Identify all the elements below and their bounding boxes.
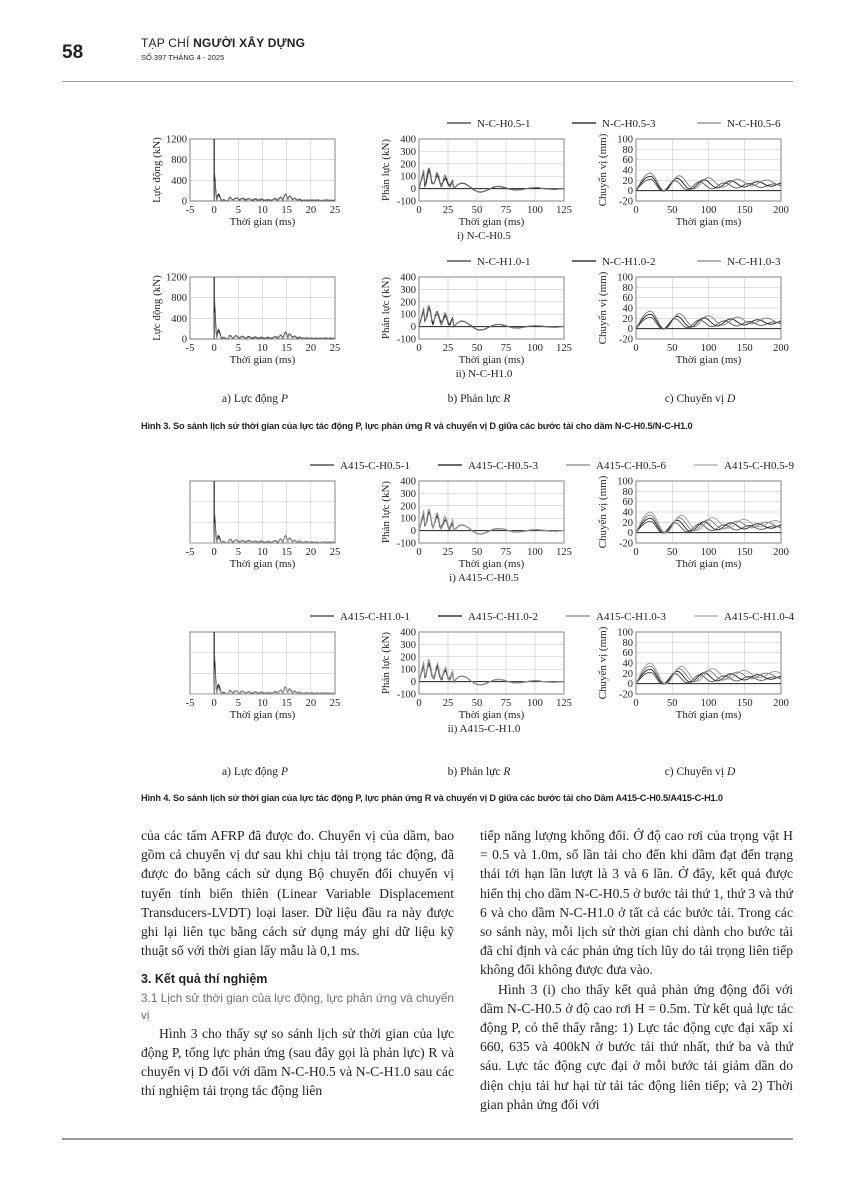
x-tick-label: 100: [700, 547, 717, 558]
x-tick-label: 200: [773, 698, 789, 709]
y-tick-label: 40: [622, 165, 633, 177]
y-axis-label: Chuyển vị (mm): [597, 626, 609, 700]
x-axis-label: Thời gian (ms): [458, 558, 525, 570]
y-tick-label: 200: [400, 652, 416, 664]
x-tick-label: 25: [329, 698, 341, 709]
y-axis-label: Phản lực (kN): [380, 631, 392, 695]
legend-entry: A415-C-H0.5-1: [340, 460, 410, 472]
x-axis-label: Thời gian (ms): [229, 354, 296, 366]
x-tick-label: -5: [185, 205, 195, 216]
y-tick-label: 300: [400, 488, 416, 500]
y-tick-label: 20: [622, 517, 633, 529]
x-tick-label: 75: [500, 547, 512, 558]
figure-3-caption: Hình 3. So sánh lịch sử thời gian của lực tác động P, lực phản ứng R và chuyển vị D giữa các bước tải cho dầm N-C-H0.5/N-C-H1.0: [141, 421, 693, 431]
x-axis-label: Thời gian (ms): [458, 216, 525, 228]
legend-entry: N-C-H0.5-3: [602, 118, 656, 130]
y-tick-label: 800: [171, 293, 187, 305]
x-axis-label: Thời gian (ms): [229, 709, 296, 721]
x-axis-label: Thời gian (ms): [675, 354, 742, 366]
y-axis-label: Lực động (kN): [151, 137, 163, 203]
y-tick-label: 400: [400, 476, 416, 488]
subsection-heading: 3.1 Lịch sử thời gian của lực động, lực phản ứng và chuyển vị: [141, 990, 454, 1022]
legend-entry: A415-C-H1.0-1: [340, 611, 410, 623]
figure-4: [186, 460, 795, 778]
y-tick-label: 100: [617, 476, 633, 488]
y-tick-label: 100: [400, 309, 416, 321]
x-tick-label: 5: [235, 205, 241, 216]
x-tick-label: 25: [329, 547, 341, 558]
y-tick-label: 200: [400, 159, 416, 171]
y-tick-label: 60: [622, 648, 633, 660]
y-tick-label: -20: [619, 334, 633, 346]
subfigure-label: b) Phản lực R: [447, 766, 511, 778]
y-tick-label: 400: [171, 313, 187, 325]
x-tick-label: 125: [556, 205, 572, 216]
x-axis-label: Thời gian (ms): [458, 709, 525, 721]
journal-title: TẠP CHÍ NGƯỜI XÂY DỰNG: [141, 36, 306, 50]
x-tick-label: 50: [471, 343, 483, 354]
x-axis-label: Thời gian (ms): [675, 216, 742, 228]
subfigure-label: c) Chuyển vị D: [664, 766, 736, 778]
x-tick-label: 125: [556, 698, 572, 709]
x-tick-label: 25: [329, 343, 341, 354]
row-label: i) A415-C-H0.5: [449, 572, 519, 584]
y-tick-label: 400: [400, 272, 416, 284]
figure-4-caption: Hình 4. So sánh lịch sử thời gian của lực tác động P, lực phản ứng R và chuyển vị D giữa các bước tải cho Dầm A415-C-H0.5/A415-C-H1.0: [141, 793, 723, 803]
x-tick-label: 0: [416, 343, 422, 354]
y-tick-label: 20: [622, 668, 633, 680]
x-axis-label: Thời gian (ms): [675, 709, 742, 721]
y-tick-label: 0: [627, 679, 633, 691]
y-tick-label: 40: [622, 303, 633, 315]
x-tick-label: 5: [235, 547, 241, 558]
legend-entry: A415-C-H1.0-2: [468, 611, 538, 623]
x-tick-label: 50: [471, 698, 483, 709]
paragraph: tiếp năng lượng không đổi. Ở độ cao rơi của trọng vật H = 0.5 và 1.0m, số lần tải cho đến khi dầm đạt đến trạng thái tới hạn lần lượt là 3 và 6 lần. Ở đây, kết quả được hiển thị cho dầm N-C-H0.5 ở bước tải thứ 1, thứ 3 và thứ 6 và cho dầm N-C-H1.0 ở tất cả các bước tải. Trong các so sánh này, mỗi lịch sử thời gian chỉ dành cho bước tải đã chỉ định và các phản ứng tích lũy do tải trọng liên tiếp không đổi không được đưa vào.: [480, 828, 793, 978]
y-tick-label: 0: [410, 184, 416, 196]
x-tick-label: -5: [185, 547, 195, 558]
y-tick-label: 100: [400, 513, 416, 525]
legend-entry: N-C-H0.5-6: [727, 118, 781, 130]
legend-entry: N-C-H1.0-2: [602, 256, 656, 268]
y-tick-label: 80: [622, 282, 633, 294]
paragraph: của các tấm AFRP đã được đo. Chuyển vị của dầm, bao gồm cả chuyển vị dư sau khi chịu tải trọng tác động, đã được đo bằng cách sử dụng Bộ chuyển đổi chuyển vị tuyến tính biến thiên (Linear Variable Displacement Transducers-LVDT) loại laser. Dữ liệu đầu ra này được ghi lại liên tục bằng cách sử dụng máy ghi dữ liệu kỹ thuật số với thời gian lấy mẫu là 0,1 ms.: [141, 828, 454, 959]
x-tick-label: 15: [281, 205, 292, 216]
x-tick-label: 0: [416, 547, 422, 558]
legend-entry: A415-C-H0.5-3: [468, 460, 538, 472]
x-tick-label: 50: [667, 205, 678, 216]
x-tick-label: 15: [281, 698, 292, 709]
row-label: ii) A415-C-H1.0: [447, 723, 521, 735]
row-label: i) N-C-H0.5: [457, 230, 511, 242]
x-axis-label: Thời gian (ms): [675, 558, 742, 570]
y-tick-label: 60: [622, 497, 633, 509]
y-tick-label: 1200: [166, 134, 187, 146]
x-tick-label: 25: [329, 205, 341, 216]
y-axis-label: Lực động (kN): [151, 275, 163, 341]
y-tick-label: 0: [627, 324, 633, 336]
y-tick-label: 0: [410, 526, 416, 538]
x-tick-label: 150: [736, 343, 753, 354]
x-tick-label: 100: [527, 343, 543, 354]
paragraph: Hình 3 (i) cho thấy kết quả phản ứng động đối với dầm N-C-H0.5 ở độ cao rơi H = 0.5m. Từ kết quả lực tác động P, có thể thấy rằng: 1) Lực tác động cực đại xấp xỉ 660, 635 và 400kN ở bước tải thứ nhất, thứ ba và thứ sáu. Lực tác động cực đại ở mỗi bước tải giảm dần do diện chịu tải hư hại từ tải tác động liên tiếp; và 2) Thời gian phản ứng đối với: [480, 981, 793, 1112]
y-tick-label: -20: [619, 538, 633, 550]
x-tick-label: 50: [667, 343, 678, 354]
x-tick-label: 200: [773, 205, 789, 216]
x-tick-label: 25: [442, 547, 454, 558]
y-tick-label: -100: [396, 689, 416, 701]
x-tick-label: 10: [257, 547, 268, 558]
x-tick-label: 0: [211, 547, 217, 558]
y-axis-label: Phản lực (kN): [380, 276, 392, 340]
y-tick-label: 400: [400, 627, 416, 639]
x-tick-label: 100: [527, 698, 543, 709]
x-tick-label: 50: [471, 205, 483, 216]
y-tick-label: 100: [617, 272, 633, 284]
x-tick-label: -5: [185, 343, 195, 354]
x-tick-label: 100: [527, 205, 543, 216]
x-tick-label: 0: [633, 547, 639, 558]
footer-rule: [62, 1138, 793, 1140]
x-tick-label: 0: [416, 205, 422, 216]
x-tick-label: 50: [667, 547, 678, 558]
x-axis-label: Thời gian (ms): [229, 558, 296, 570]
x-axis-label: Thời gian (ms): [458, 354, 525, 366]
y-tick-label: 80: [622, 637, 633, 649]
x-tick-label: 25: [442, 698, 454, 709]
y-tick-label: 400: [400, 134, 416, 146]
x-axis-label: Thời gian (ms): [229, 216, 296, 228]
x-tick-label: 20: [305, 205, 317, 216]
legend-entry: A415-C-H1.0-3: [596, 611, 666, 623]
x-tick-label: 0: [633, 205, 639, 216]
subfigure-label: b) Phản lực R: [447, 393, 511, 405]
legend-entry: N-C-H1.0-3: [727, 256, 781, 268]
body-column-right: [480, 826, 793, 1114]
y-tick-label: 80: [622, 144, 633, 156]
subfigure-label: c) Chuyển vị D: [664, 393, 736, 405]
section-heading: 3. Kết quả thí nghiệm: [141, 972, 268, 987]
y-tick-label: 60: [622, 155, 633, 167]
x-tick-label: 150: [736, 205, 753, 216]
y-tick-label: 1200: [166, 272, 187, 284]
y-tick-label: 400: [171, 175, 187, 187]
y-tick-label: 100: [400, 664, 416, 676]
y-tick-label: 40: [622, 507, 633, 519]
y-tick-label: -100: [396, 538, 416, 550]
row-label: ii) N-C-H1.0: [455, 368, 513, 380]
x-tick-label: 10: [257, 343, 268, 354]
legend-entry: A415-C-H0.5-9: [724, 460, 794, 472]
x-tick-label: 100: [700, 698, 717, 709]
x-tick-label: 0: [416, 698, 422, 709]
subfigure-label: a) Lực động P: [222, 393, 288, 405]
y-tick-label: 800: [171, 155, 187, 167]
x-tick-label: 75: [500, 698, 512, 709]
y-tick-label: 300: [400, 639, 416, 651]
x-tick-label: 125: [556, 547, 572, 558]
y-axis-label: Chuyển vị (mm): [597, 475, 609, 549]
x-tick-label: 0: [211, 343, 217, 354]
x-tick-label: 100: [527, 547, 543, 558]
legend-entry: N-C-H0.5-1: [477, 118, 531, 130]
y-tick-label: -20: [619, 689, 633, 701]
page-number: 58: [62, 42, 84, 63]
x-tick-label: 15: [281, 547, 292, 558]
y-tick-label: 0: [627, 186, 633, 198]
y-tick-label: -100: [396, 196, 416, 208]
figure-3: [151, 118, 789, 405]
x-tick-label: 75: [500, 343, 512, 354]
y-axis-label: Chuyển vị (mm): [597, 133, 609, 207]
y-tick-label: 100: [617, 134, 633, 146]
y-tick-label: 100: [400, 171, 416, 183]
x-tick-label: 50: [667, 698, 678, 709]
x-tick-label: 150: [736, 547, 753, 558]
journal-name: NGƯỜI XÂY DỰNG: [193, 36, 306, 50]
body-column-left: [141, 826, 454, 1100]
y-tick-label: 100: [617, 627, 633, 639]
y-tick-label: 0: [627, 528, 633, 540]
y-tick-label: 0: [181, 334, 187, 346]
y-axis-label: Phản lực (kN): [380, 480, 392, 544]
x-tick-label: 15: [281, 343, 292, 354]
x-tick-label: 0: [211, 698, 217, 709]
y-axis-label: Phản lực (kN): [380, 138, 392, 202]
x-tick-label: 5: [235, 343, 241, 354]
y-tick-label: 0: [181, 196, 187, 208]
x-tick-label: 200: [773, 547, 789, 558]
plot-frame: [419, 481, 564, 543]
x-tick-label: 75: [500, 205, 512, 216]
y-axis-label: Chuyển vị (mm): [597, 271, 609, 345]
x-tick-label: 150: [736, 698, 753, 709]
y-tick-label: -20: [619, 196, 633, 208]
legend-entry: N-C-H1.0-1: [477, 256, 531, 268]
plot-frame: [419, 139, 564, 201]
y-tick-label: -100: [396, 334, 416, 346]
x-tick-label: 10: [257, 698, 268, 709]
y-tick-label: 0: [410, 322, 416, 334]
x-tick-label: 20: [305, 547, 317, 558]
issue-info: SỐ 397 THÁNG 4 - 2025: [141, 53, 225, 62]
x-tick-label: 100: [700, 205, 717, 216]
subfigure-label: a) Lực động P: [222, 766, 288, 778]
x-tick-label: -5: [185, 698, 195, 709]
legend-entry: A415-C-H1.0-4: [724, 611, 794, 623]
x-tick-label: 25: [442, 205, 454, 216]
y-tick-label: 40: [622, 658, 633, 670]
x-tick-label: 10: [257, 205, 268, 216]
x-tick-label: 25: [442, 343, 454, 354]
x-tick-label: 20: [305, 343, 317, 354]
x-tick-label: 0: [633, 343, 639, 354]
x-tick-label: 20: [305, 698, 317, 709]
y-tick-label: 200: [400, 297, 416, 309]
legend-entry: A415-C-H0.5-6: [596, 460, 666, 472]
y-tick-label: 60: [622, 293, 633, 305]
paragraph: Hình 3 cho thấy sự so sánh lịch sử thời gian của lực động P, tổng lực phản ứng (sau đây gọi là phản lực) R và chuyển vị D đối với dầm N-C-H0.5 và N-C-H1.0 sau các thí nghiệm tải trọng tác động liên: [141, 1025, 454, 1099]
plot-frame: [419, 277, 564, 339]
x-tick-label: 0: [211, 205, 217, 216]
y-tick-label: 20: [622, 175, 633, 187]
y-tick-label: 20: [622, 313, 633, 325]
x-tick-label: 50: [471, 547, 483, 558]
y-tick-label: 300: [400, 284, 416, 296]
x-tick-label: 200: [773, 343, 789, 354]
x-tick-label: 5: [235, 698, 241, 709]
x-tick-label: 0: [633, 698, 639, 709]
y-tick-label: 200: [400, 501, 416, 513]
y-tick-label: 80: [622, 486, 633, 498]
x-tick-label: 125: [556, 343, 572, 354]
plot-frame: [419, 632, 564, 694]
y-tick-label: 300: [400, 146, 416, 158]
x-tick-label: 100: [700, 343, 717, 354]
y-tick-label: 0: [410, 677, 416, 689]
